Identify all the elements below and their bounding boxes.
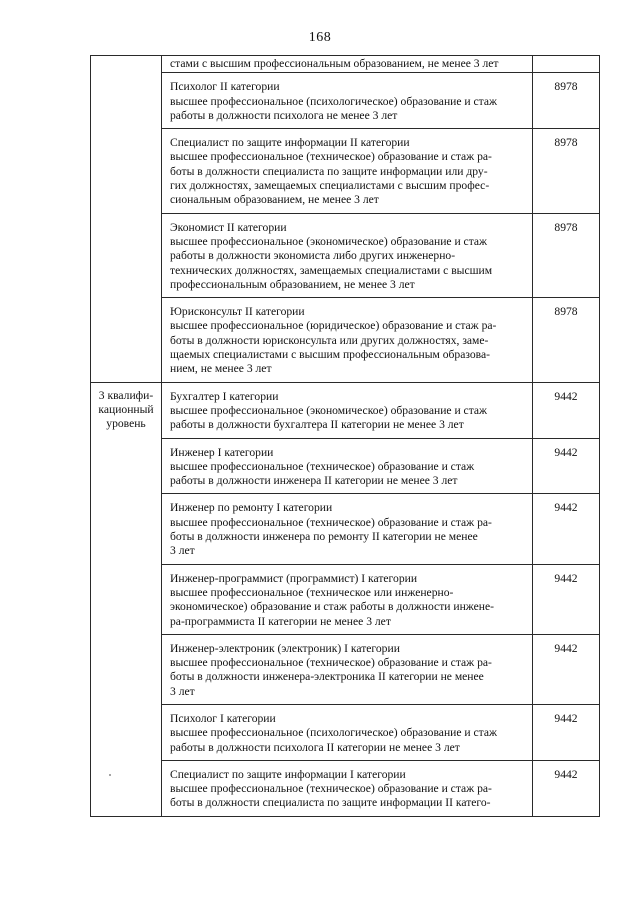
position-description [162, 564, 533, 634]
description-line: сиональным образованием, не менее 3 лет [170, 193, 379, 207]
table-row [91, 438, 600, 494]
description-line: боты в должности специалиста по защите информации или дру- [170, 164, 488, 178]
salary-cell: 8978 [533, 129, 600, 213]
salary-cell: 9442 [533, 494, 600, 564]
description-line: гих должностях, замещаемых специалистами с высшим профес- [170, 179, 490, 193]
position-title: Экономист II категории [170, 220, 287, 234]
table-row [91, 704, 600, 760]
salary-cell: 9442 [533, 634, 600, 704]
salary-cell: 9442 [533, 704, 600, 760]
salary-cell: 9442 [533, 438, 600, 494]
description-line: стами с высшим профессиональным образованием, не менее 3 лет [170, 57, 499, 70]
position-description [162, 213, 533, 297]
description-line: нием, не менее 3 лет [170, 362, 272, 376]
table-row [91, 129, 600, 213]
position-description [162, 298, 533, 382]
description-line: работы в должности психолога II категории не менее 3 лет [170, 740, 460, 754]
description-line: боты в должности юрисконсульта или других должностях, заме- [170, 333, 489, 347]
table-row [91, 634, 600, 704]
position-description [162, 56, 533, 73]
salary-cell: 8978 [533, 298, 600, 382]
position-title: Бухгалтер I категории [170, 389, 279, 403]
description-line: высшее профессиональное (техническое) образование и стаж ра- [170, 656, 492, 670]
salary-cell: 9442 [533, 382, 600, 438]
description-line: работы в должности бухгалтера II категории не менее 3 лет [170, 418, 464, 432]
description-line: 3 лет [170, 544, 195, 558]
position-description [162, 438, 533, 494]
description-line: высшее профессиональное (техническое) образование и стаж ра- [170, 515, 492, 529]
description-line: щаемых специалистами с высшим профессиональным образова- [170, 348, 491, 362]
qualification-level-label [92, 384, 160, 432]
description-line: высшее профессиональное (техническое) образование и стаж [170, 459, 475, 473]
position-description [162, 382, 533, 438]
position-title: Инженер по ремонту I категории [170, 501, 333, 515]
salary-cell: 9442 [533, 760, 600, 816]
description-line: высшее профессиональное (психологическое) образование и стаж [170, 94, 498, 108]
position-title: Специалист по защите информации I категории [170, 767, 406, 781]
description-line: экономическое) образование и стаж работы в должности инжене- [170, 600, 494, 614]
description-line: работы в должности психолога не менее 3 лет [170, 108, 398, 122]
description-line: высшее профессиональное (техническое) образование и стаж ра- [170, 150, 492, 164]
salary-cell: 8978 [533, 213, 600, 297]
description-line: высшее профессиональное (техническое) образование и стаж ра- [170, 782, 492, 796]
position-description [162, 494, 533, 564]
salary-cell: 9442 [533, 564, 600, 634]
salary-cell [533, 56, 600, 73]
description-line: технических должностях, замещаемых специалистами с высшим [170, 263, 493, 277]
description-line: 3 лет [170, 684, 195, 698]
description-line: высшее профессиональное (экономическое) образование и стаж [170, 403, 488, 417]
level-label-line: уровень [106, 417, 146, 431]
position-description [162, 704, 533, 760]
description-line: высшее профессиональное (экономическое) образование и стаж [170, 234, 488, 248]
qualification-table [90, 55, 600, 817]
table-row [91, 760, 600, 816]
page-number: 168 [308, 30, 332, 45]
position-title: Психолог II категории [170, 80, 280, 94]
table-row [91, 494, 600, 564]
level-cell-empty [91, 56, 162, 383]
description-line: боты в должности инженера по ремонту II категории не менее [170, 530, 478, 544]
position-title: Психолог I категории [170, 711, 276, 725]
table-row [91, 56, 600, 73]
table-row [91, 298, 600, 382]
position-title: Специалист по защите информации II категории [170, 136, 410, 150]
description-line: высшее профессиональное (юридическое) образование и стаж ра- [170, 319, 497, 333]
description-line: работы в должности экономиста либо других инженерно- [170, 249, 456, 263]
position-title: Инженер-программист (программист) I категории [170, 571, 418, 585]
qualification-level-cell [91, 382, 162, 816]
description-line: боты в должности инженера-электроника II категории не менее [170, 670, 484, 684]
description-line: ра-программиста II категории не менее 3 лет [170, 614, 391, 628]
position-title: Юрисконсульт II категории [170, 305, 305, 319]
salary-cell: 8978 [533, 73, 600, 129]
position-description [162, 129, 533, 213]
position-title: Инженер I категории [170, 445, 274, 459]
description-line: высшее профессиональное (психологическое) образование и стаж [170, 726, 498, 740]
position-description [162, 634, 533, 704]
description-line: работы в должности инженера II категории не менее 3 лет [170, 474, 458, 488]
description-line: боты в должности специалиста по защите информации II катего- [170, 796, 491, 810]
position-description [162, 760, 533, 816]
table-row [91, 73, 600, 129]
position-description [162, 73, 533, 129]
table-row [91, 213, 600, 297]
table-row [91, 382, 600, 438]
description-line: профессиональным образованием, не менее 3 лет [170, 277, 415, 291]
table-row [91, 564, 600, 634]
level-label-line: кационный [98, 402, 154, 416]
position-title: Инженер-электроник (электроник) I категории [170, 641, 400, 655]
scan-speck [109, 774, 111, 776]
level-label-line: 3 квалифи- [98, 388, 154, 402]
description-line: высшее профессиональное (техническое или инженерно- [170, 585, 454, 599]
